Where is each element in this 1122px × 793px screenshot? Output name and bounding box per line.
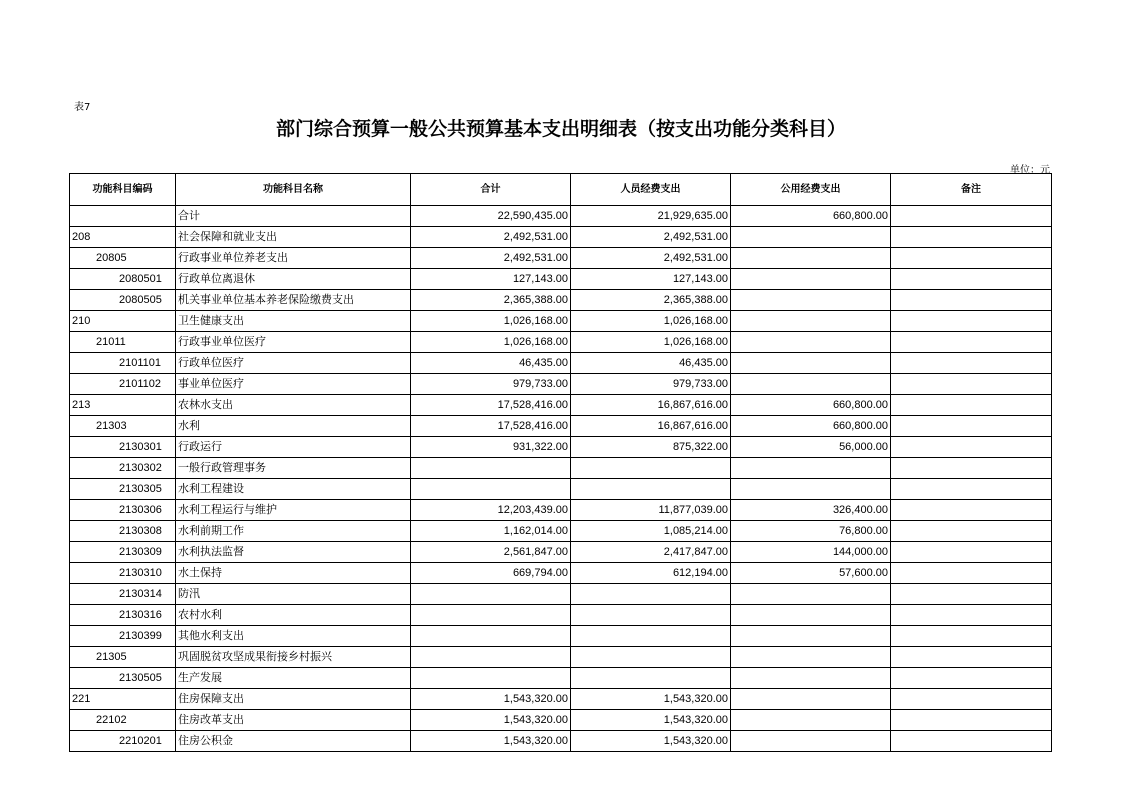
total-cell: 1,026,168.00 bbox=[411, 311, 571, 332]
table-row bbox=[70, 248, 1052, 269]
personnel-cell: 875,322.00 bbox=[571, 437, 731, 458]
code-cell: 22102 bbox=[70, 710, 176, 731]
total-cell bbox=[411, 458, 571, 479]
note-cell bbox=[891, 710, 1052, 731]
total-cell: 1,026,168.00 bbox=[411, 332, 571, 353]
total-cell: 931,322.00 bbox=[411, 437, 571, 458]
personnel-cell bbox=[571, 626, 731, 647]
code-cell: 210 bbox=[70, 311, 176, 332]
name-cell: 行政运行 bbox=[176, 437, 411, 458]
name-cell: 农村水利 bbox=[176, 605, 411, 626]
table-row bbox=[70, 290, 1052, 311]
name-cell: 合计 bbox=[176, 206, 411, 227]
public-cell bbox=[731, 353, 891, 374]
code-cell: 2210201 bbox=[70, 731, 176, 752]
name-cell: 巩固脱贫攻坚成果衔接乡村振兴 bbox=[176, 647, 411, 668]
note-cell bbox=[891, 584, 1052, 605]
table-body bbox=[70, 206, 1052, 752]
personnel-cell: 1,085,214.00 bbox=[571, 521, 731, 542]
personnel-cell bbox=[571, 458, 731, 479]
table-row bbox=[70, 416, 1052, 437]
personnel-cell bbox=[571, 647, 731, 668]
code-cell: 2130309 bbox=[70, 542, 176, 563]
table-row bbox=[70, 710, 1052, 731]
name-cell: 水利工程建设 bbox=[176, 479, 411, 500]
name-cell: 住房公积金 bbox=[176, 731, 411, 752]
public-cell bbox=[731, 248, 891, 269]
note-cell bbox=[891, 500, 1052, 521]
public-cell: 144,000.00 bbox=[731, 542, 891, 563]
personnel-cell: 1,026,168.00 bbox=[571, 332, 731, 353]
header-note: 备注 bbox=[891, 174, 1052, 206]
total-cell bbox=[411, 647, 571, 668]
public-cell: 57,600.00 bbox=[731, 563, 891, 584]
table-row bbox=[70, 332, 1052, 353]
code-cell: 2130301 bbox=[70, 437, 176, 458]
code-cell: 2130306 bbox=[70, 500, 176, 521]
public-cell: 326,400.00 bbox=[731, 500, 891, 521]
table-row bbox=[70, 500, 1052, 521]
name-cell: 行政单位离退休 bbox=[176, 269, 411, 290]
public-cell: 56,000.00 bbox=[731, 437, 891, 458]
personnel-cell: 16,867,616.00 bbox=[571, 416, 731, 437]
public-cell bbox=[731, 269, 891, 290]
note-cell bbox=[891, 605, 1052, 626]
personnel-cell: 612,194.00 bbox=[571, 563, 731, 584]
note-cell bbox=[891, 332, 1052, 353]
total-cell: 1,543,320.00 bbox=[411, 731, 571, 752]
personnel-cell: 1,543,320.00 bbox=[571, 689, 731, 710]
personnel-cell: 2,365,388.00 bbox=[571, 290, 731, 311]
total-cell bbox=[411, 626, 571, 647]
personnel-cell: 1,543,320.00 bbox=[571, 710, 731, 731]
personnel-cell: 21,929,635.00 bbox=[571, 206, 731, 227]
total-cell: 2,492,531.00 bbox=[411, 248, 571, 269]
table-number: 表7 bbox=[74, 102, 91, 113]
total-cell bbox=[411, 479, 571, 500]
table-row bbox=[70, 563, 1052, 584]
header-personnel: 人员经费支出 bbox=[571, 174, 731, 206]
personnel-cell bbox=[571, 605, 731, 626]
public-cell bbox=[731, 647, 891, 668]
name-cell: 机关事业单位基本养老保险缴费支出 bbox=[176, 290, 411, 311]
note-cell bbox=[891, 269, 1052, 290]
table-row bbox=[70, 458, 1052, 479]
name-cell: 水土保持 bbox=[176, 563, 411, 584]
table-row bbox=[70, 353, 1052, 374]
total-cell: 12,203,439.00 bbox=[411, 500, 571, 521]
code-cell: 2130308 bbox=[70, 521, 176, 542]
code-cell: 2130399 bbox=[70, 626, 176, 647]
name-cell: 水利前期工作 bbox=[176, 521, 411, 542]
note-cell bbox=[891, 290, 1052, 311]
total-cell: 1,543,320.00 bbox=[411, 689, 571, 710]
note-cell bbox=[891, 311, 1052, 332]
public-cell bbox=[731, 458, 891, 479]
table-row bbox=[70, 374, 1052, 395]
code-cell: 2130505 bbox=[70, 668, 176, 689]
note-cell bbox=[891, 647, 1052, 668]
table-row bbox=[70, 395, 1052, 416]
table-row bbox=[70, 437, 1052, 458]
code-cell: 221 bbox=[70, 689, 176, 710]
personnel-cell: 1,543,320.00 bbox=[571, 731, 731, 752]
total-cell: 1,543,320.00 bbox=[411, 710, 571, 731]
code-cell: 2080501 bbox=[70, 269, 176, 290]
public-cell bbox=[731, 479, 891, 500]
table-row bbox=[70, 206, 1052, 227]
public-cell bbox=[731, 332, 891, 353]
total-cell bbox=[411, 605, 571, 626]
personnel-cell: 11,877,039.00 bbox=[571, 500, 731, 521]
note-cell bbox=[891, 731, 1052, 752]
header-public: 公用经费支出 bbox=[731, 174, 891, 206]
header-code: 功能科目编码 bbox=[70, 174, 176, 206]
table-row bbox=[70, 311, 1052, 332]
code-cell: 20805 bbox=[70, 248, 176, 269]
public-cell bbox=[731, 689, 891, 710]
personnel-cell bbox=[571, 668, 731, 689]
code-cell bbox=[70, 206, 176, 227]
table-row bbox=[70, 227, 1052, 248]
total-cell: 17,528,416.00 bbox=[411, 395, 571, 416]
note-cell bbox=[891, 416, 1052, 437]
personnel-cell: 127,143.00 bbox=[571, 269, 731, 290]
personnel-cell bbox=[571, 479, 731, 500]
table-row bbox=[70, 626, 1052, 647]
public-cell bbox=[731, 584, 891, 605]
table-row bbox=[70, 584, 1052, 605]
code-cell: 208 bbox=[70, 227, 176, 248]
header-total: 合计 bbox=[411, 174, 571, 206]
note-cell bbox=[891, 248, 1052, 269]
public-cell bbox=[731, 710, 891, 731]
table-row bbox=[70, 479, 1052, 500]
public-cell bbox=[731, 374, 891, 395]
public-cell bbox=[731, 731, 891, 752]
personnel-cell bbox=[571, 584, 731, 605]
public-cell: 660,800.00 bbox=[731, 416, 891, 437]
personnel-cell: 1,026,168.00 bbox=[571, 311, 731, 332]
note-cell bbox=[891, 458, 1052, 479]
code-cell: 213 bbox=[70, 395, 176, 416]
total-cell: 22,590,435.00 bbox=[411, 206, 571, 227]
header-name: 功能科目名称 bbox=[176, 174, 411, 206]
total-cell: 46,435.00 bbox=[411, 353, 571, 374]
name-cell: 住房保障支出 bbox=[176, 689, 411, 710]
personnel-cell: 979,733.00 bbox=[571, 374, 731, 395]
note-cell bbox=[891, 374, 1052, 395]
name-cell: 水利执法监督 bbox=[176, 542, 411, 563]
name-cell: 一般行政管理事务 bbox=[176, 458, 411, 479]
total-cell: 669,794.00 bbox=[411, 563, 571, 584]
public-cell bbox=[731, 311, 891, 332]
note-cell bbox=[891, 668, 1052, 689]
name-cell: 行政事业单位医疗 bbox=[176, 332, 411, 353]
public-cell bbox=[731, 605, 891, 626]
total-cell: 17,528,416.00 bbox=[411, 416, 571, 437]
public-cell bbox=[731, 626, 891, 647]
unit-label: 单位：元 bbox=[1010, 165, 1050, 176]
note-cell bbox=[891, 395, 1052, 416]
code-cell: 2130305 bbox=[70, 479, 176, 500]
total-cell: 1,162,014.00 bbox=[411, 521, 571, 542]
note-cell bbox=[891, 227, 1052, 248]
name-cell: 其他水利支出 bbox=[176, 626, 411, 647]
code-cell: 2130314 bbox=[70, 584, 176, 605]
table-row bbox=[70, 731, 1052, 752]
personnel-cell: 2,492,531.00 bbox=[571, 248, 731, 269]
code-cell: 2080505 bbox=[70, 290, 176, 311]
total-cell bbox=[411, 668, 571, 689]
code-cell: 2101101 bbox=[70, 353, 176, 374]
table-row bbox=[70, 689, 1052, 710]
name-cell: 农林水支出 bbox=[176, 395, 411, 416]
table-row bbox=[70, 521, 1052, 542]
name-cell: 水利 bbox=[176, 416, 411, 437]
note-cell bbox=[891, 689, 1052, 710]
table-row bbox=[70, 605, 1052, 626]
total-cell: 127,143.00 bbox=[411, 269, 571, 290]
note-cell bbox=[891, 563, 1052, 584]
personnel-cell: 2,492,531.00 bbox=[571, 227, 731, 248]
name-cell: 社会保障和就业支出 bbox=[176, 227, 411, 248]
code-cell: 2130316 bbox=[70, 605, 176, 626]
table-row bbox=[70, 668, 1052, 689]
public-cell bbox=[731, 227, 891, 248]
personnel-cell: 46,435.00 bbox=[571, 353, 731, 374]
total-cell: 2,492,531.00 bbox=[411, 227, 571, 248]
personnel-cell: 16,867,616.00 bbox=[571, 395, 731, 416]
code-cell: 2130302 bbox=[70, 458, 176, 479]
note-cell bbox=[891, 437, 1052, 458]
note-cell bbox=[891, 542, 1052, 563]
name-cell: 事业单位医疗 bbox=[176, 374, 411, 395]
page-title: 部门综合预算一般公共预算基本支出明细表（按支出功能分类科目） bbox=[275, 118, 846, 140]
budget-table bbox=[69, 173, 1052, 752]
total-cell: 979,733.00 bbox=[411, 374, 571, 395]
name-cell: 行政单位医疗 bbox=[176, 353, 411, 374]
name-cell: 住房改革支出 bbox=[176, 710, 411, 731]
public-cell: 660,800.00 bbox=[731, 206, 891, 227]
code-cell: 2101102 bbox=[70, 374, 176, 395]
public-cell bbox=[731, 668, 891, 689]
public-cell bbox=[731, 290, 891, 311]
code-cell: 2130310 bbox=[70, 563, 176, 584]
name-cell: 防汛 bbox=[176, 584, 411, 605]
table-row bbox=[70, 542, 1052, 563]
name-cell: 生产发展 bbox=[176, 668, 411, 689]
code-cell: 21303 bbox=[70, 416, 176, 437]
code-cell: 21305 bbox=[70, 647, 176, 668]
total-cell: 2,365,388.00 bbox=[411, 290, 571, 311]
table-header-row bbox=[70, 174, 1052, 206]
table-row bbox=[70, 647, 1052, 668]
note-cell bbox=[891, 479, 1052, 500]
note-cell bbox=[891, 353, 1052, 374]
total-cell: 2,561,847.00 bbox=[411, 542, 571, 563]
table-row bbox=[70, 269, 1052, 290]
note-cell bbox=[891, 626, 1052, 647]
name-cell: 卫生健康支出 bbox=[176, 311, 411, 332]
name-cell: 行政事业单位养老支出 bbox=[176, 248, 411, 269]
public-cell: 660,800.00 bbox=[731, 395, 891, 416]
total-cell bbox=[411, 584, 571, 605]
note-cell bbox=[891, 521, 1052, 542]
personnel-cell: 2,417,847.00 bbox=[571, 542, 731, 563]
name-cell: 水利工程运行与维护 bbox=[176, 500, 411, 521]
note-cell bbox=[891, 206, 1052, 227]
public-cell: 76,800.00 bbox=[731, 521, 891, 542]
code-cell: 21011 bbox=[70, 332, 176, 353]
